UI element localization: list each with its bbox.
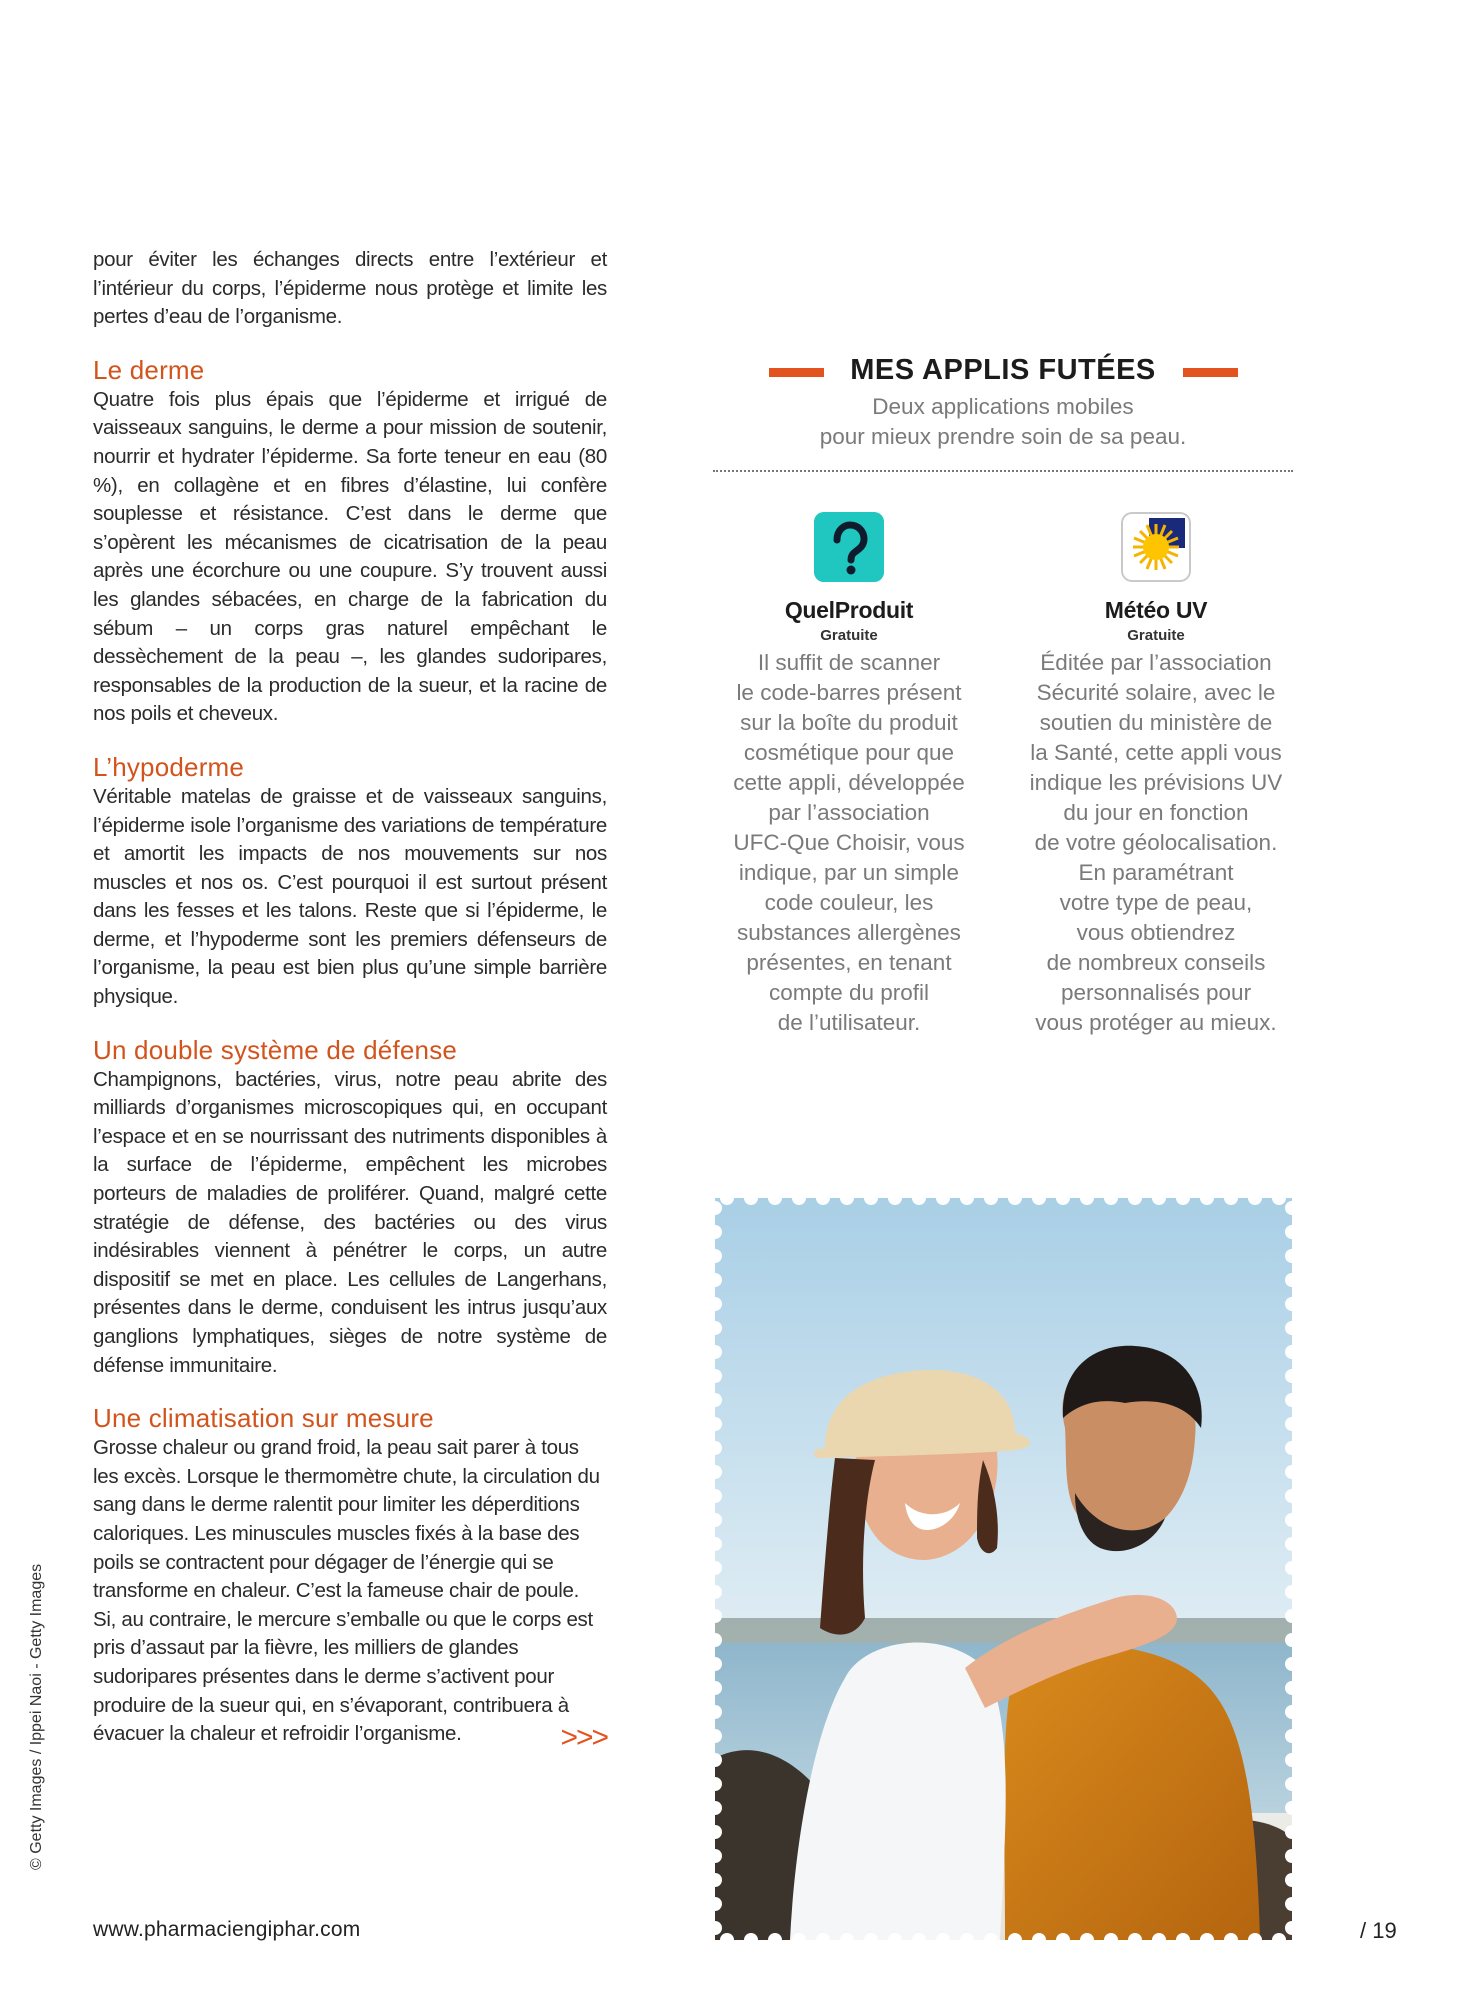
heading-derme: Le derme	[93, 354, 205, 385]
apps-subtitle-line2: pour mieux prendre soin de sa peau.	[819, 424, 1187, 449]
desc-line: de l’utilisateur.	[777, 1010, 921, 1035]
apps-subtitle-line1: Deux applications mobiles	[872, 394, 1134, 419]
desc-line: présentes, en tenant	[746, 950, 952, 975]
desc-line: Sécurité solaire, avec le	[1036, 680, 1276, 705]
app-description	[714, 648, 984, 1038]
desc-line: cette appli, développée	[733, 770, 965, 795]
apps-subtitle	[713, 392, 1293, 452]
desc-line: votre type de peau,	[1059, 890, 1253, 915]
desc-line: sur la boîte du produit	[740, 710, 958, 735]
desc-line: vous protéger au mieux.	[1035, 1010, 1277, 1035]
desc-line: compte du profil	[768, 980, 930, 1005]
app-description	[1021, 648, 1291, 1038]
footer-url[interactable]: www.pharmaciengiphar.com	[93, 1918, 361, 1941]
desc-line: la Santé, cette appli vous	[1030, 740, 1282, 765]
dotted-divider	[713, 470, 1293, 472]
desc-line: En paramétrant	[1078, 860, 1234, 885]
paragraph-defense: Champignons, bactéries, virus, notre peau abrite des milliards d’organismes microscopiques qui, en occupant l’espace et en se nourrissant des nutriments disponibles à la surface de l’épiderme, empêchent les microbes porteurs de maladies de proliférer. Quand, malgré cette stratégie de défense, des bactéries ou des virus indésirables viennent à pénétrer le corps, un autre dispositif se met en place. Les cellules de Langerhans, présentes dans le derme, conduisent les intrus jusqu’aux ganglions lymphatiques, sièges de notre système de défense immunitaire.	[93, 1067, 607, 1377]
desc-line: personnalisés pour	[1060, 980, 1252, 1005]
page-number: / 19	[1360, 1918, 1397, 1943]
desc-line: de votre géolocalisation.	[1034, 830, 1278, 855]
apps-title-row	[713, 354, 1293, 390]
apps-title: MES APPLIS FUTÉES	[850, 354, 1156, 386]
paragraph-hypoderme: Véritable matelas de graisse et de vaisseaux sanguins, l’épiderme isole l’organisme des variations de température et amortit les impacts de nos mouvements sur nos muscles et nos os. C’est pourquoi il est surtout présent dans les fesses et les talons. Reste que si l’épiderme, le derme, et l’hypoderme sont les premiers défenseurs de l’organisme, la peau est bien plus qu’une simple barrière physique.	[93, 784, 607, 1009]
desc-line: indique les prévisions UV	[1029, 770, 1283, 795]
paragraph-derme: Quatre fois plus épais que l’épiderme et irrigué de vaisseaux sanguins, le derme a pour mission de soutenir, nourrir et hydrater l’épiderme. Sa forte teneur en eau (80 %), en collagène et en fibres d’élastine, lui confère souplesse et résistance. C’est dans le derme que s’opèrent les mécanismes de cicatrisation de la peau après une écorchure ou une coupure. S’y trouvent aussi les glandes sébacées, en charge de la fabrication du sébum – un corps gras naturel empêchant le dessèchement de la peau –, les glandes sudoripares, responsables de la production de la sueur, et la racine de nos poils et cheveux.	[93, 387, 607, 726]
photo-illustration	[715, 1198, 1292, 1940]
desc-line: soutien du ministère de	[1039, 710, 1273, 735]
paragraph-climatisation: Grosse chaleur ou grand froid, la peau sait parer à tous les excès. Lorsque le thermomètre chute, la circulation du sang dans le derme ralentit pour limiter les déperditions caloriques. Les minuscules muscles fixés à la base des poils se contractent pour dégager de l’énergie qui se transforme en chaleur. C’est la fameuse chair de poule. Si, au contraire, le mercure s’emballe ou que le corps est pris d’assaut par la fièvre, les milliers de glandes sudoripares présentes dans le derme s’activent pour produire de la sueur qui, en s’évaporant, contribuera à évacuer la chaleur et refroidir l’organisme.	[93, 1436, 600, 1746]
desc-line: le code-barres présent	[736, 680, 962, 705]
stamp-photo	[715, 1198, 1292, 1940]
app-quelproduit[interactable]	[714, 512, 984, 1038]
desc-line: de nombreux conseils	[1046, 950, 1266, 975]
desc-line: Il suffit de scanner	[757, 650, 941, 675]
apps-box	[713, 354, 1293, 472]
heading-defense: Un double système de défense	[93, 1034, 458, 1065]
desc-line: substances allergènes	[737, 920, 961, 945]
desc-line: code couleur, les	[764, 890, 934, 915]
continue-arrows[interactable]: >>>	[560, 1720, 607, 1754]
app-name: QuelProduit	[784, 597, 914, 623]
last-paragraph-wrap	[93, 1434, 607, 1754]
app-price: Gratuite	[820, 627, 878, 644]
heading-climatisation: Une climatisation sur mesure	[93, 1403, 434, 1434]
question-mark-icon[interactable]	[814, 512, 884, 582]
desc-line: UFC-Que Choisir, vous	[733, 830, 965, 855]
desc-line: vous obtiendrez	[1076, 920, 1236, 945]
app-meteo-uv[interactable]	[1021, 512, 1291, 1038]
intro-paragraph: pour éviter les échanges directs entre l’extérieur et l’intérieur du corps, l’épiderme nous protège et limite les pertes d’eau de l’organisme.	[93, 248, 607, 329]
title-dash-right	[1183, 368, 1238, 377]
app-name: Météo UV	[1104, 597, 1208, 623]
app-price: Gratuite	[1127, 627, 1185, 644]
desc-line: par l’association	[768, 800, 930, 825]
desc-line: du jour en fonction	[1063, 800, 1249, 825]
photo-credit: © Getty Images / Ippei Naoi - Getty Images	[28, 1563, 45, 1870]
desc-line: Éditée par l’association	[1040, 650, 1272, 675]
desc-line: indique, par un simple	[738, 860, 960, 885]
heading-hypoderme: L’hypoderme	[93, 751, 245, 782]
sun-icon[interactable]	[1121, 512, 1191, 582]
desc-line: cosmétique pour que	[743, 740, 955, 765]
article-column	[93, 246, 607, 1754]
